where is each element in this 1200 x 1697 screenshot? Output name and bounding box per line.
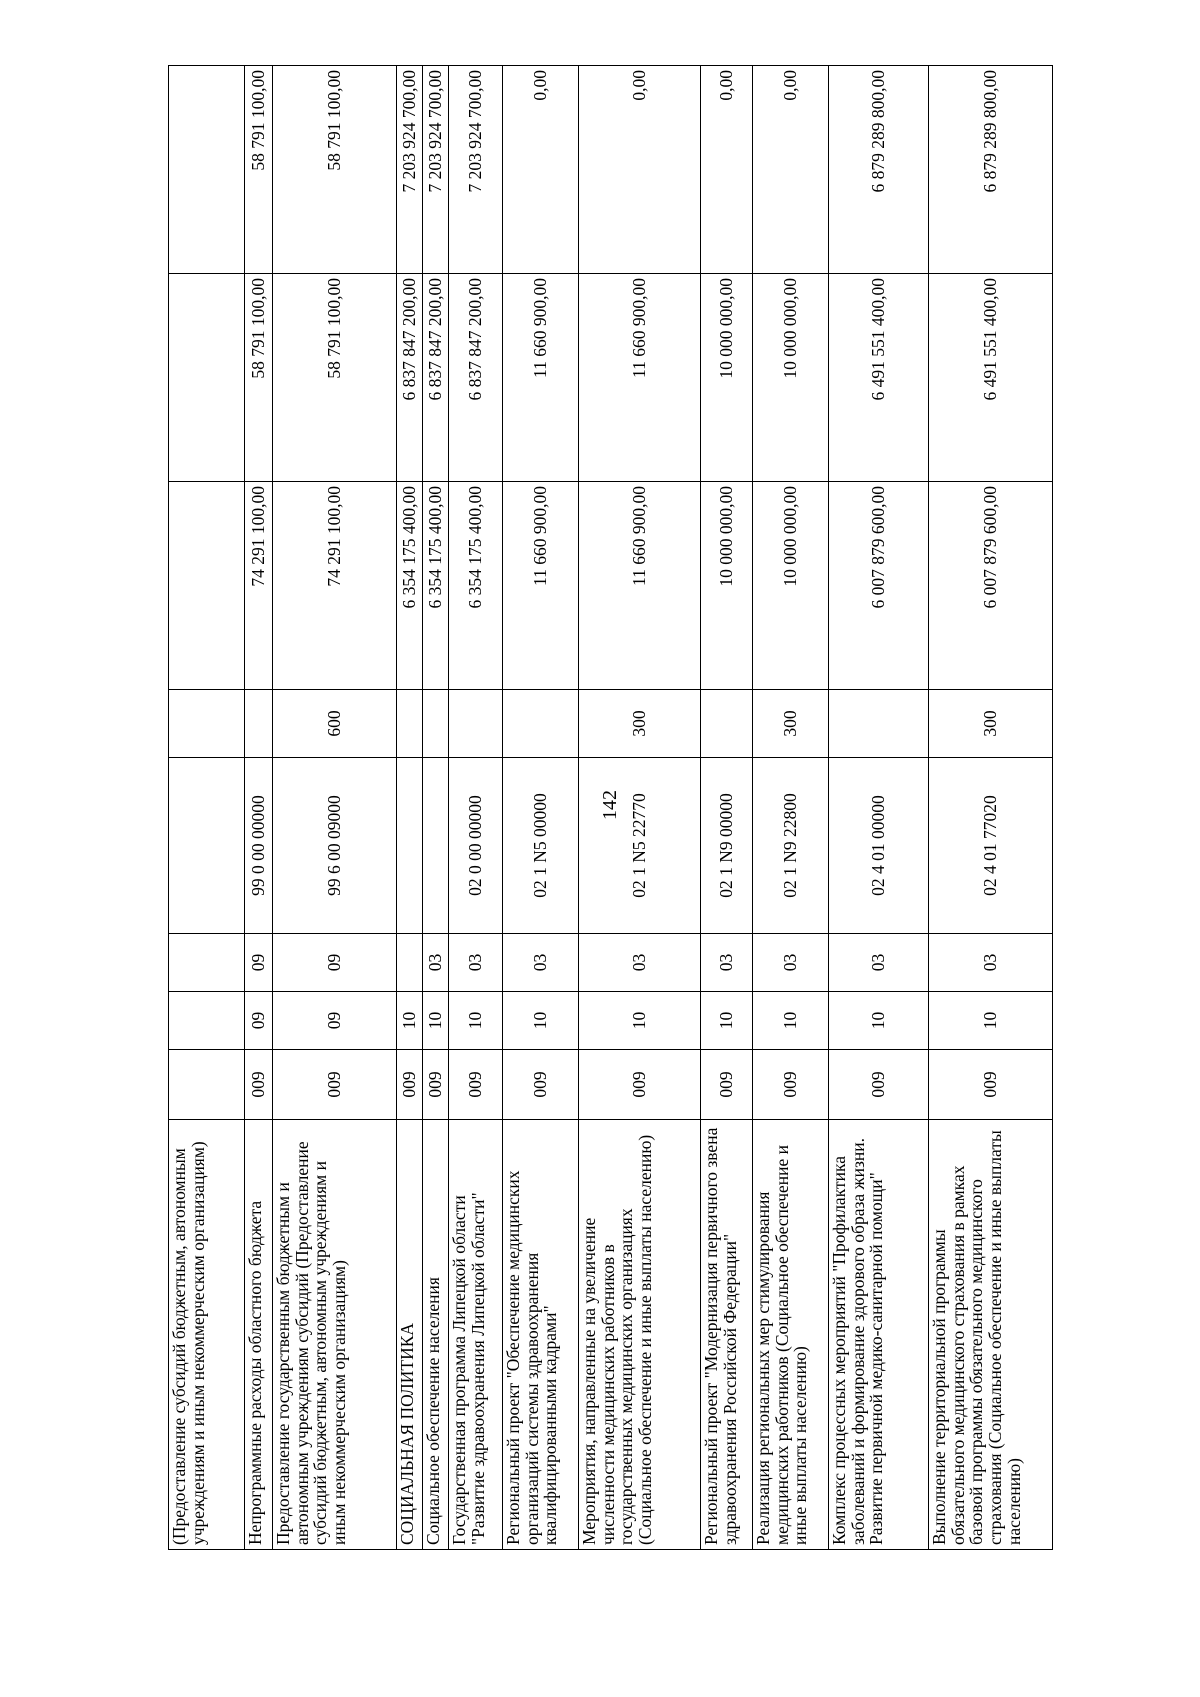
target-article-cell: 02 1 N9 22800 [753, 758, 829, 934]
row-name-cell: Выполнение территориальной программы обязательного медицинского страхования в рамках базовой программы обязательного медицинского страхования (Социальное обеспечение и иные выплаты населению) [929, 1120, 1053, 1550]
row-name-cell: (Предоставление субсидий бюджетным, автономным учреждениям и иным некоммерческим организациям) [169, 1120, 245, 1550]
amount-year1-cell: 11 660 900,00 [579, 482, 701, 690]
subsection-code-cell: 09 [273, 934, 397, 992]
row-name-cell: Региональный проект "Модернизация первичного звена здравоохранения Российской Федерации" [701, 1120, 753, 1550]
table-row [449, 66, 503, 1550]
rotated-table-wrapper [168, 66, 1076, 1550]
amount-year2-cell: 58 791 100,00 [245, 274, 273, 482]
section-code-cell: 10 [579, 992, 701, 1050]
amount-year2-cell: 6 837 847 200,00 [397, 274, 423, 482]
amount-year3-cell: 0,00 [579, 66, 701, 274]
row-name-cell: Комплекс процессных мероприятий "Профилактика заболеваний и формирование здорового образа жизни. Развитие первичной медико-санитарной помощи" [829, 1120, 929, 1550]
amount-year3-cell [169, 66, 245, 274]
section-code-cell: 10 [397, 992, 423, 1050]
budget-table-body [169, 66, 1053, 1550]
expense-type-cell [423, 690, 449, 758]
amount-year2-cell: 58 791 100,00 [273, 274, 397, 482]
subsection-code-cell: 03 [929, 934, 1053, 992]
target-article-cell: 02 1 N9 00000 [701, 758, 753, 934]
expense-type-cell [449, 690, 503, 758]
section-code-cell: 09 [273, 992, 397, 1050]
amount-year2-cell [169, 274, 245, 482]
amount-year3-cell: 58 791 100,00 [273, 66, 397, 274]
amount-year1-cell: 6 354 175 400,00 [423, 482, 449, 690]
amount-year2-cell: 11 660 900,00 [503, 274, 579, 482]
row-name-cell: Государственная программа Липецкой области "Развитие здравоохранения Липецкой области" [449, 1120, 503, 1550]
expense-type-cell [829, 690, 929, 758]
section-code-cell: 10 [753, 992, 829, 1050]
subsection-code-cell: 03 [449, 934, 503, 992]
page-number: 142 [599, 790, 621, 820]
target-article-cell: 99 0 00 00000 [245, 758, 273, 934]
amount-year1-cell: 11 660 900,00 [503, 482, 579, 690]
subsection-code-cell [397, 934, 423, 992]
amount-year2-cell: 6 837 847 200,00 [423, 274, 449, 482]
table-row [423, 66, 449, 1550]
amount-year1-cell: 10 000 000,00 [753, 482, 829, 690]
amount-year3-cell: 0,00 [753, 66, 829, 274]
amount-year1-cell: 6 354 175 400,00 [397, 482, 423, 690]
amount-year3-cell: 58 791 100,00 [245, 66, 273, 274]
table-row [245, 66, 273, 1550]
target-article-cell [169, 758, 245, 934]
amount-year1-cell: 6 354 175 400,00 [449, 482, 503, 690]
amount-year3-cell: 7 203 924 700,00 [449, 66, 503, 274]
table-row [579, 66, 701, 1550]
ministry-code-cell: 009 [579, 1050, 701, 1120]
ministry-code-cell: 009 [245, 1050, 273, 1120]
amount-year3-cell: 6 879 289 800,00 [829, 66, 929, 274]
table-row [929, 66, 1053, 1550]
subsection-code-cell: 03 [753, 934, 829, 992]
amount-year2-cell: 6 491 551 400,00 [929, 274, 1053, 482]
ministry-code-cell: 009 [701, 1050, 753, 1120]
section-code-cell: 10 [701, 992, 753, 1050]
target-article-cell: 02 1 N5 00000 [503, 758, 579, 934]
expense-type-cell [701, 690, 753, 758]
amount-year1-cell: 74 291 100,00 [273, 482, 397, 690]
expense-type-cell [169, 690, 245, 758]
table-row [273, 66, 397, 1550]
amount-year3-cell: 0,00 [503, 66, 579, 274]
row-name-cell: Мероприятия, направленные на увеличение численности медицинских работников в государственных медицинских организациях (Социальное обеспечение и иные выплаты населению) [579, 1120, 701, 1550]
expense-type-cell [397, 690, 423, 758]
section-code-cell: 09 [245, 992, 273, 1050]
section-code-cell: 10 [503, 992, 579, 1050]
amount-year2-cell: 10 000 000,00 [701, 274, 753, 482]
subsection-code-cell: 09 [245, 934, 273, 992]
expense-type-cell [245, 690, 273, 758]
amount-year2-cell: 6 837 847 200,00 [449, 274, 503, 482]
ministry-code-cell: 009 [449, 1050, 503, 1120]
table-row [753, 66, 829, 1550]
section-code-cell: 10 [829, 992, 929, 1050]
row-name-cell: Предоставление государственным бюджетным и автономным учреждениям субсидий (Предоставление субсидий бюджетным, автономным учреждениям и иным некоммерческим организациям) [273, 1120, 397, 1550]
ministry-code-cell: 009 [423, 1050, 449, 1120]
expense-type-cell: 300 [753, 690, 829, 758]
budget-table [168, 65, 1053, 1550]
ministry-code-cell: 009 [397, 1050, 423, 1120]
ministry-code-cell [169, 1050, 245, 1120]
amount-year1-cell: 6 007 879 600,00 [929, 482, 1053, 690]
ministry-code-cell: 009 [829, 1050, 929, 1120]
expense-type-cell [503, 690, 579, 758]
amount-year1-cell: 6 007 879 600,00 [829, 482, 929, 690]
target-article-cell: 02 4 01 77020 [929, 758, 1053, 934]
table-row [503, 66, 579, 1550]
amount-year2-cell: 11 660 900,00 [579, 274, 701, 482]
expense-type-cell: 600 [273, 690, 397, 758]
subsection-code-cell: 03 [829, 934, 929, 992]
amount-year3-cell: 7 203 924 700,00 [397, 66, 423, 274]
amount-year2-cell: 10 000 000,00 [753, 274, 829, 482]
subsection-code-cell: 03 [701, 934, 753, 992]
target-article-cell: 02 4 01 00000 [829, 758, 929, 934]
section-code-cell: 10 [449, 992, 503, 1050]
target-article-cell [397, 758, 423, 934]
target-article-cell: 02 0 00 00000 [449, 758, 503, 934]
table-row [397, 66, 423, 1550]
ministry-code-cell: 009 [753, 1050, 829, 1120]
target-article-cell: 02 1 N5 22770 [579, 758, 701, 934]
amount-year3-cell: 7 203 924 700,00 [423, 66, 449, 274]
table-row [169, 66, 245, 1550]
ministry-code-cell: 009 [929, 1050, 1053, 1120]
expense-type-cell: 300 [579, 690, 701, 758]
subsection-code-cell: 03 [579, 934, 701, 992]
row-name-cell: Реализация региональных мер стимулирования медицинских работников (Социальное обеспечение и иные выплаты населению) [753, 1120, 829, 1550]
target-article-cell [423, 758, 449, 934]
subsection-code-cell: 03 [503, 934, 579, 992]
amount-year2-cell: 6 491 551 400,00 [829, 274, 929, 482]
section-code-cell: 10 [929, 992, 1053, 1050]
row-name-cell: Социальное обеспечение населения [423, 1120, 449, 1550]
ministry-code-cell: 009 [273, 1050, 397, 1120]
row-name-cell: Региональный проект "Обеспечение медицинских организаций системы здравоохранения квалифицированными кадрами" [503, 1120, 579, 1550]
target-article-cell: 99 6 00 09000 [273, 758, 397, 934]
ministry-code-cell: 009 [503, 1050, 579, 1120]
amount-year3-cell: 0,00 [701, 66, 753, 274]
section-code-cell: 10 [423, 992, 449, 1050]
section-code-cell [169, 992, 245, 1050]
expense-type-cell: 300 [929, 690, 1053, 758]
amount-year1-cell: 10 000 000,00 [701, 482, 753, 690]
subsection-code-cell [169, 934, 245, 992]
subsection-code-cell: 03 [423, 934, 449, 992]
row-name-cell: СОЦИАЛЬНАЯ ПОЛИТИКА [397, 1120, 423, 1550]
amount-year3-cell: 6 879 289 800,00 [929, 66, 1053, 274]
table-row [701, 66, 753, 1550]
table-row [829, 66, 929, 1550]
amount-year1-cell: 74 291 100,00 [245, 482, 273, 690]
row-name-cell: Непрограммные расходы областного бюджета [245, 1120, 273, 1550]
amount-year1-cell [169, 482, 245, 690]
